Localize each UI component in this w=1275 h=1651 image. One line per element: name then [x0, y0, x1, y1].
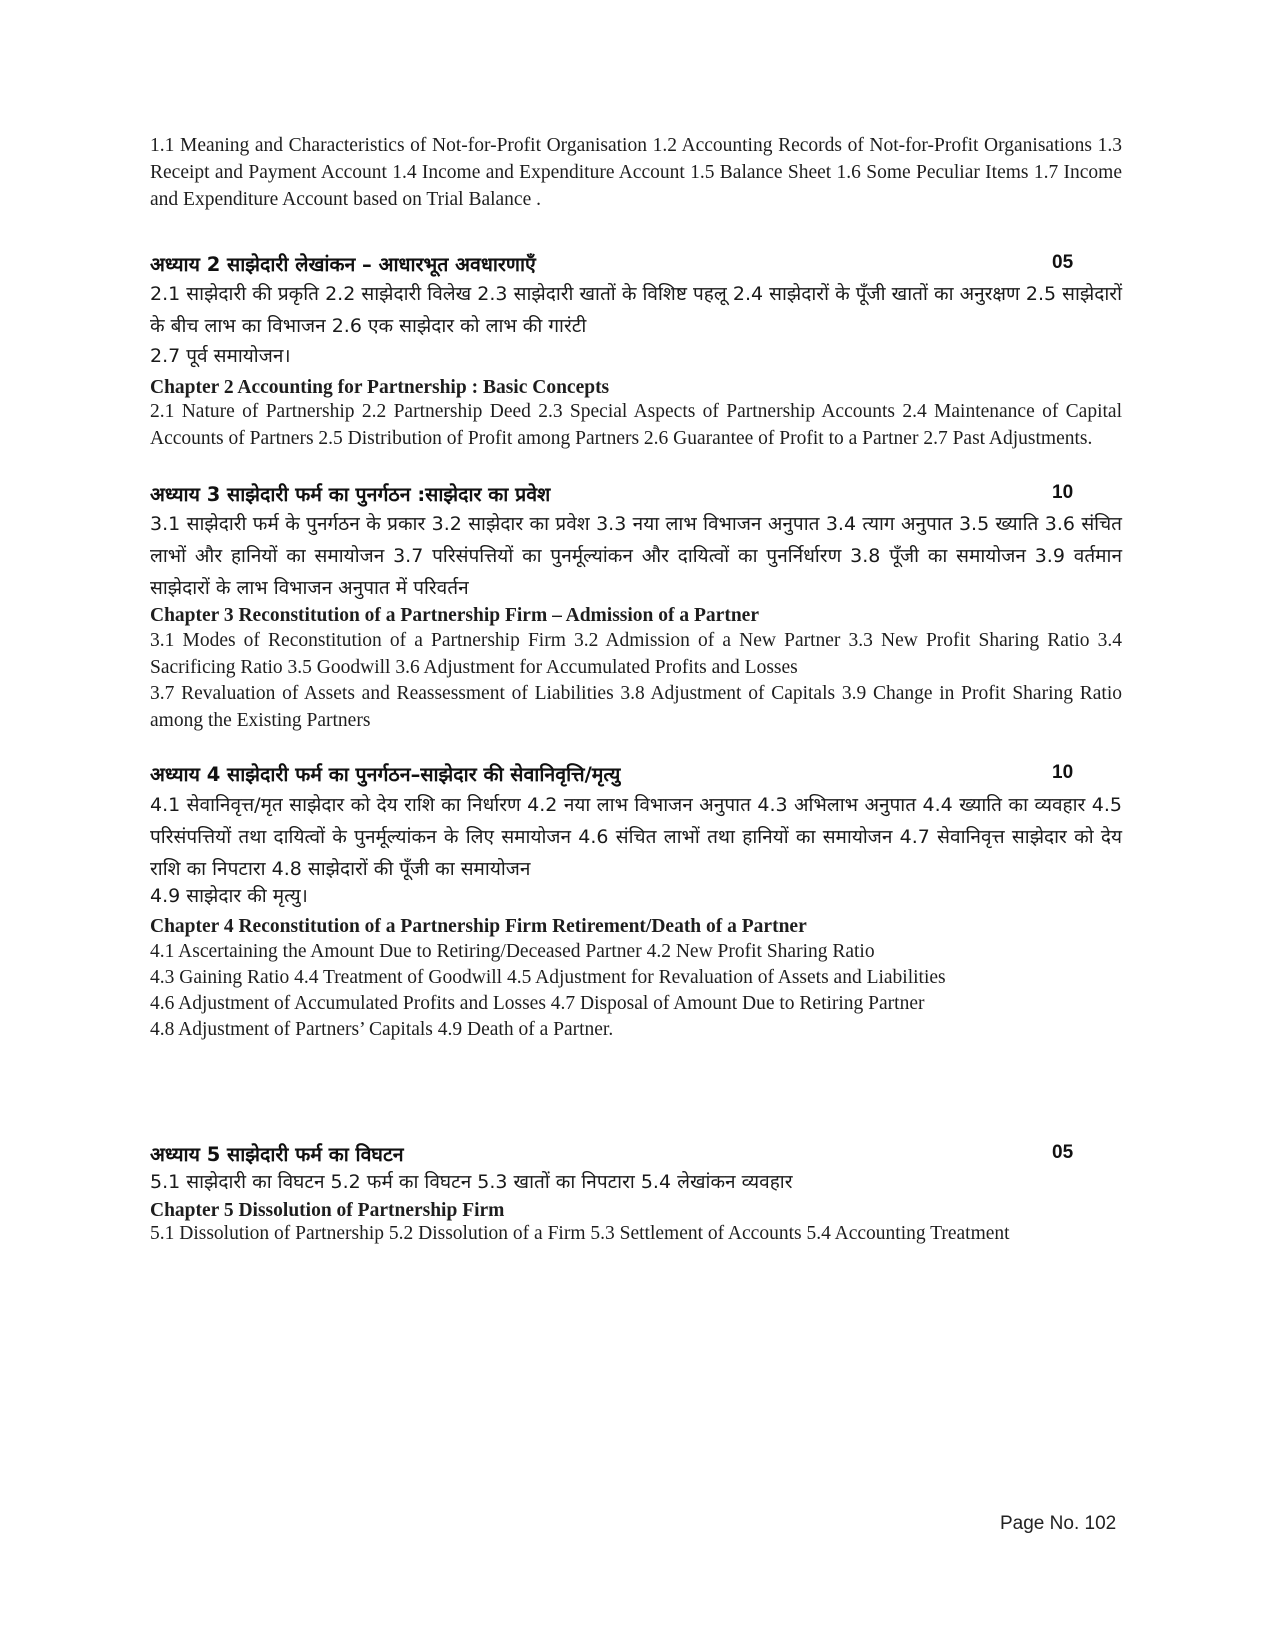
chapter2-hi-topics: 2.1 साझेदारी की प्रकृति 2.2 साझेदारी विलेख 2.3 साझेदारी खातों के विशिष्ट पहलू 2.4 साझेदारों के पूँजी खातों का अनुरक्षण 2.5 साझेदारों के बीच लाभ का विभाजन 2.6 एक साझेदार को लाभ की गारंटी — [150, 283, 1122, 337]
chapter4-en-line: 4.1 Ascertaining the Amount Due to Retiring/Deceased Partner 4.2 New Profit Sharing Ratio — [150, 941, 875, 962]
chapter4-hi-topics: 4.1 सेवानिवृत्त/मृत साझेदार को देय राशि का निर्धारण 4.2 नया लाभ विभाजन अनुपात 4.3 अभिलाभ अनुपात 4.4 ख्याति का व्यवहार 4.5 परिसंपत्तियों तथा दायित्वों के पुनर्मूल्यांकन के लिए समायोजन 4.6 संचित लाभों तथा हानियों का समायोजन 4.7 सेवानिवृत्त साझेदार को देय राशि का निपटारा 4.8 साझेदारों की पूँजी का समायोजन — [150, 794, 1122, 880]
chapter2-marks: 05 — [1052, 252, 1074, 273]
chapter5-hi-topics: 5.1 साझेदारी का विघटन 5.2 फर्म का विघटन 5.3 खातों का निपटारा 5.4 लेखांकन व्यवहार — [150, 1171, 793, 1193]
chapter5-marks: 05 — [1052, 1142, 1074, 1163]
chapter5-en-title: Chapter 5 Dissolution of Partnership Firm — [150, 1200, 505, 1221]
chapter4-en-line: 4.6 Adjustment of Accumulated Profits and Losses 4.7 Disposal of Amount Due to Retiring Partner — [150, 993, 925, 1014]
chapter3-en-topics-cont: 3.7 Revaluation of Assets and Reassessment of Liabilities 3.8 Adjustment of Capitals 3.9 Change in Profit Sharing Ratio among the Existing Partners — [150, 683, 1122, 731]
chapter4-en-line: 4.3 Gaining Ratio 4.4 Treatment of Goodwill 4.5 Adjustment for Revaluation of Assets and Liabilities — [150, 967, 946, 988]
chapter4-hi-topics-tail: 4.9 साझेदार की मृत्यु। — [150, 885, 308, 907]
chapter3-hi-title: अध्याय 3 साझेदारी फर्म का पुनर्गठन :साझेदार का प्रवेश — [150, 483, 551, 506]
chapter2-hi-title: अध्याय 2 साझेदारी लेखांकन – आधारभूत अवधारणाएँ — [150, 253, 536, 276]
page-number: Page No. 102 — [1000, 1513, 1117, 1534]
chapter3-hi-topics: 3.1 साझेदारी फर्म के पुनर्गठन के प्रकार 3.2 साझेदार का प्रवेश 3.3 नया लाभ विभाजन अनुपात 3.4 त्याग अनुपात 3.5 ख्याति 3.6 संचित लाभों और हानियों का समायोजन 3.7 परिसंपत्तियों का पुनर्मूल्यांकन और दायित्वों का पुनर्निर्धारण 3.8 पूँजी का समायोजन 3.9 वर्तमान साझेदारों के लाभ विभाजन अनुपात में परिवर्तन — [150, 513, 1122, 599]
chapter2-en-title: Chapter 2 Accounting for Partnership : Basic Concepts — [150, 377, 610, 398]
chapter3-marks: 10 — [1052, 482, 1074, 503]
chapter1-en-topics: 1.1 Meaning and Characteristics of Not-for-Profit Organisation 1.2 Accounting Records of Not-for-Profit Organisations 1.3 Receipt and Payment Account 1.4 Income and Expenditure Account 1.5 Balance Sheet 1.6 Some Peculiar Items 1.7 Income and Expenditure Account based on Trial Balance . — [150, 135, 1122, 210]
chapter3-en-topics: 3.1 Modes of Reconstitution of a Partnership Firm 3.2 Admission of a New Partner 3.3 New Profit Sharing Ratio 3.4 Sacrificing Ratio 3.5 Goodwill 3.6 Adjustment for Accumulated Profits and Losses — [150, 630, 1122, 678]
chapter5-hi-title: अध्याय 5 साझेदारी फर्म का विघटन — [150, 1143, 404, 1166]
chapter5-en-topics: 5.1 Dissolution of Partnership 5.2 Dissolution of a Firm 5.3 Settlement of Accounts 5.4 Accounting Treatment — [150, 1223, 1010, 1244]
chapter4-en-title: Chapter 4 Reconstitution of a Partnership Firm Retirement/Death of a Partner — [150, 916, 807, 937]
chapter3-en-title: Chapter 3 Reconstitution of a Partnership Firm – Admission of a Partner — [150, 605, 759, 626]
chapter2-en-topics: 2.1 Nature of Partnership 2.2 Partnership Deed 2.3 Special Aspects of Partnership Accounts 2.4 Maintenance of Capital Accounts of Partners 2.5 Distribution of Profit among Partners 2.6 Guarantee of Profit to a Partner 2.7 Past Adjustments. — [150, 401, 1122, 449]
chapter4-hi-title: अध्याय 4 साझेदारी फर्म का पुनर्गठन–साझेदार की सेवानिवृत्ति/मृत्यु — [150, 763, 621, 786]
chapter4-en-line: 4.8 Adjustment of Partners’ Capitals 4.9 Death of a Partner. — [150, 1019, 614, 1040]
chapter4-marks: 10 — [1052, 762, 1074, 783]
syllabus-page — [150, 0, 1122, 1651]
chapter2-hi-topics-tail: 2.7 पूर्व समायोजन। — [150, 345, 291, 367]
